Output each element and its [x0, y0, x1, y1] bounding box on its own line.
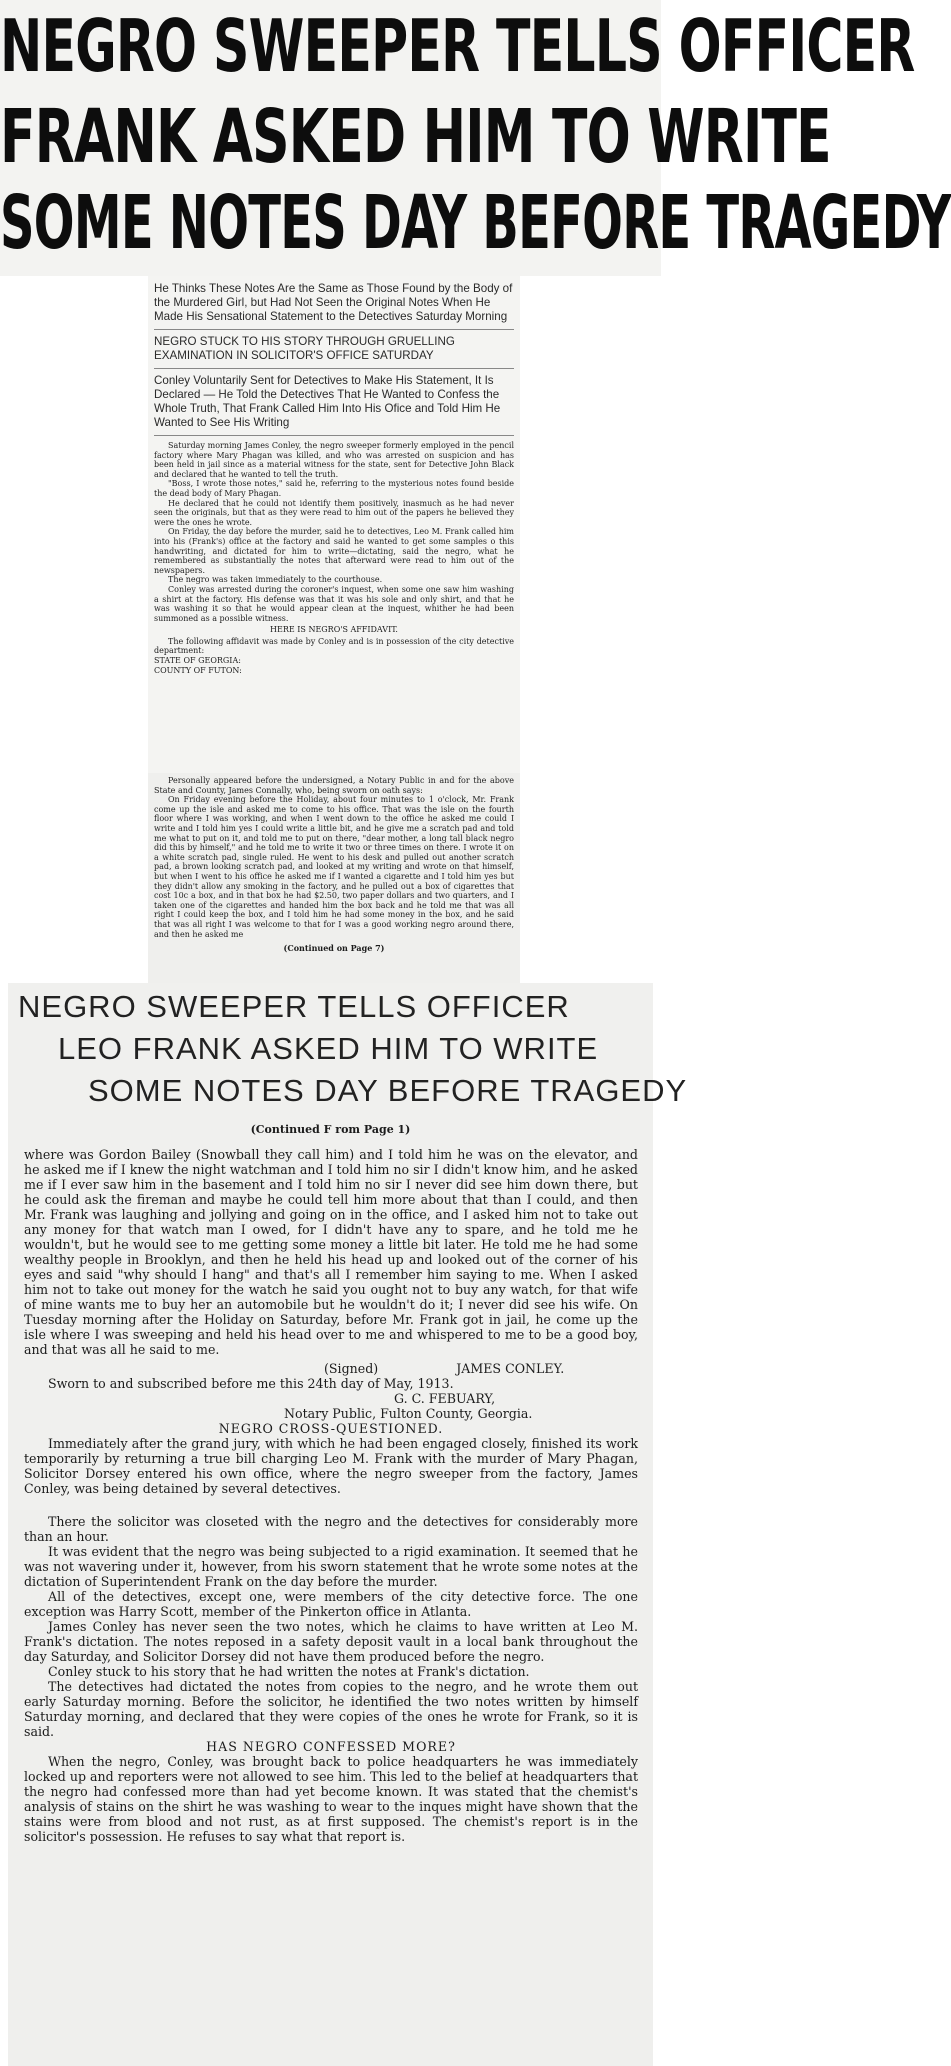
article-paragraph: Saturday morning James Conley, the negro sweeper formerly employed in the pencil factory where Mary Phagan was killed, and who was arrested on suspicion and has been held in jail since as a material witness for the state, sent for Detective John Black and declared that he wanted to tell the truth.: [154, 441, 514, 479]
cross-body: [24, 1514, 638, 1844]
column-clip-affidavit: [148, 773, 520, 983]
headline-line-3: SOME NOTES DAY BEFORE TRAGEDY: [0, 180, 951, 266]
signed-label: (Signed): [324, 1361, 379, 1376]
continued-from: (Continued F rom Page 1): [250, 1123, 411, 1136]
cross-paragraph: Conley stuck to his story that he had written the notes at Frank's dictation.: [48, 1664, 530, 1679]
cross-paragraph: Immediately after the grand jury, with which he had been engaged closely, finished its work temporarily by returning a true bill charging Leo M. Frank with the murder of Mary Phagan, Solicitor Dorsey entered his own office, where the negro sweeper from the factory, James Conley, was being detained by several detectives.: [24, 1436, 638, 1496]
headline-line-2: FRANK ASKED HIM TO WRITE: [0, 94, 831, 180]
state-line: STATE OF GEORGIA:: [154, 656, 241, 666]
continuation-clip: [8, 983, 688, 1510]
continued-paragraph: where was Gordon Bailey (Snowball they call him) and I told him he was on the elevator, and he asked me if I knew the night watchman and I told him no sir I didn't know him, and he asked me if I ever saw him in the basement and I told him no sir I never did see him down there, but he could ask the fireman and maybe he could tell him more about that than I could, and then Mr. Frank was laughing and jollying and going on in the office, and I asked him not to take out any money for that watch man I owed, for I didn't have any to spare, and he told me he wouldn't, but he would see to me getting some money a little bit later. He told me he had some wealthy people in Brooklyn, and then he held his head up and looked out of the corner of his eyes and said "why should I hang" and that's all I remember him saying to me. When I asked him not to take out money for the watch he said you ought not to buy any watch, for that wife of mine wants me to buy her an automobile but he wouldn't do it; I never did see his wife. On Tuesday morning after the Holiday on Saturday, before Mr. Frank got in jail, he come up the isle where I was sweeping and held his head over to me and whispered to me to be a good boy, and that was all he said to me.: [24, 1147, 638, 1357]
signed-name: JAMES CONLEY.: [456, 1361, 565, 1376]
headline2-line-2: LEO FRANK ASKED HIM TO WRITE: [58, 1031, 599, 1066]
deck-2: NEGRO STUCK TO HIS STORY THROUGH GRUELLING EXAMINATION IN SOLICITOR'S OFFICE SATURDAY: [154, 335, 455, 362]
deck-3: Conley Voluntarily Sent for Detectives to Make His Statement, It Is Declared — He Told the Detectives That He Wanted to Confess the Whole Truth, That Frank Called Him Into His Ofice and Told Him He Wanted to See His Writing: [154, 374, 501, 429]
continued-body: [24, 1147, 638, 1496]
cross-heading: NEGRO CROSS-QUESTIONED.: [218, 1421, 444, 1436]
cross-clip: [8, 1510, 653, 2066]
article-paragraph: On Friday, the day before the murder, said he to detectives, Leo M. Frank called him into his (Frank's) office at the factory and said he wanted to get some samples o this handwriting, and dictated for him to write—dictating, said the negro, what he remembered as substantially the notes that afterward were read to him out of the newspapers.: [154, 527, 514, 575]
deck-1: He Thinks These Notes Are the Same as Those Found by the Body of the Murdered Girl, but Had Not Seen the Original Notes When He Made His Sensational Statement to the Detectives Saturday Morning: [154, 282, 513, 323]
article-paragraph: He declared that he could not identify them positively, inasmuch as he had never seen the originals, but that as they were read to him out of the papers he believed they were the ones he wrote.: [154, 498, 514, 527]
signature-line: [324, 1361, 638, 1376]
affidavit-paragraph: On Friday evening before the Holiday, about four minutes to 1 o'clock, Mr. Frank come up the isle and asked me to come to his office. That was the isle on the fourth floor where I was working, and when I went down to the office he asked me could I write and I told him yes I could write a little bit, and he give me a scratch pad and told me what to put on it, and told me to put on there, "dear mother, a long tall black negro did this by himself," and he told me to write it two or three times on there. I wrote it on a white scratch pad, single ruled. He went to his desk and pulled out another scratch pad, a brown looking scratch pad, and looked at my writing and wrote on that himself, but when I went to his office he asked me if I wanted a cigarette and I told him yes but they didn't allow any smoking in the factory, and he pulled out a box of cigarettes that cost 10c a box, and in that box he had $2.50, two paper dollars and two quarters, and I taken one of the cigarettes and handed him the box back and he told me that was all right I could keep the box, and I told him he had some money in the box, and he said that was all right I was welcome to that for I was a good working negro around there, and then he asked me: [154, 795, 514, 939]
divider: [154, 368, 514, 369]
sworn-line: Sworn to and subscribed before me this 24th day of May, 1913.: [48, 1376, 454, 1391]
article-paragraph: "Boss, I wrote those notes," said he, referring to the mysterious notes found beside the dead body of Mary Phagan.: [154, 479, 514, 498]
continued-on: (Continued on Page 7): [283, 943, 385, 954]
article-paragraph: Conley was arrested during the coroner's inquest, when some one saw him washing a shirt at the factory. His defense was that it was his sole and only shirt, and that he was washing it so that he would appear clean at the inquest, whither he had been summoned as a possible witness.: [154, 584, 514, 623]
notary-title: Notary Public, Fulton County, Georgia.: [284, 1406, 533, 1421]
headline2-line-3: SOME NOTES DAY BEFORE TRAGEDY: [88, 1073, 688, 1108]
affidavit-heading: HERE IS NEGRO'S AFFIDAVIT.: [270, 625, 398, 635]
column: [148, 276, 520, 675]
county-line: COUNTY OF FUTON:: [154, 665, 242, 675]
headline-line-1: NEGRO SWEEPER TELLS OFFICER: [0, 4, 915, 88]
headline-clip: [0, 0, 951, 276]
cross-paragraph: James Conley has never seen the two notes, which he claims to have written at Leo M. Frank's dictation. The notes reposed in a safety deposit vault in a local bank throughout the day Saturday, and Solicitor Dorsey did not have them produced before the negro.: [24, 1619, 638, 1664]
notary-name: G. C. FEBUARY,: [394, 1391, 496, 1406]
column-clip-top: [148, 276, 520, 773]
affidavit-intro: The following affidavit was made by Conley and is in possession of the city detective department:: [154, 636, 514, 656]
headline2-line-1: NEGRO SWEEPER TELLS OFFICER: [18, 989, 570, 1024]
divider: [154, 435, 514, 436]
article-paragraph: The negro was taken immediately to the courthouse.: [168, 575, 383, 585]
affidavit-paragraph: Personally appeared before the undersigned, a Notary Public in and for the above State and County, James Connally, who, being sworn on oath says:: [154, 776, 514, 795]
divider: [154, 329, 514, 330]
confessed-heading: HAS NEGRO CONFESSED MORE?: [206, 1739, 456, 1754]
confessed-paragraph: When the negro, Conley, was brought back to police headquarters he was immediately locked up and reporters were not allowed to see him. This led to the belief at headquarters that the negro had confessed more than had yet become known. It was stated that the chemist's analysis of stains on the shirt he was washing to wear to the inques might have shown that the stains were from blood and not rust, as at first supposed. The chemist's report is in the solicitor's possession. He refuses to say what that report is.: [24, 1754, 638, 1844]
cross-paragraph: There the solicitor was closeted with the negro and the detectives for considerably more than an hour.: [24, 1514, 638, 1544]
cross-paragraph: It was evident that the negro was being subjected to a rigid examination. It seemed that he was not wavering under it, however, from his sworn statement that he wrote some notes at the dictation of Superintendent Frank on the day before the murder.: [24, 1544, 638, 1589]
column: [148, 773, 520, 953]
cross-paragraph: The detectives had dictated the notes from copies to the negro, and he wrote them out early Saturday morning. Before the solicitor, he identified the two notes written by himself Saturday morning, and declared that they were copies of the ones he wrote for Frank, so it is said.: [24, 1679, 638, 1739]
cross-paragraph: All of the detectives, except one, were members of the city detective force. The one exception was Harry Scott, member of the Pinkerton office in Atlanta.: [24, 1589, 638, 1619]
